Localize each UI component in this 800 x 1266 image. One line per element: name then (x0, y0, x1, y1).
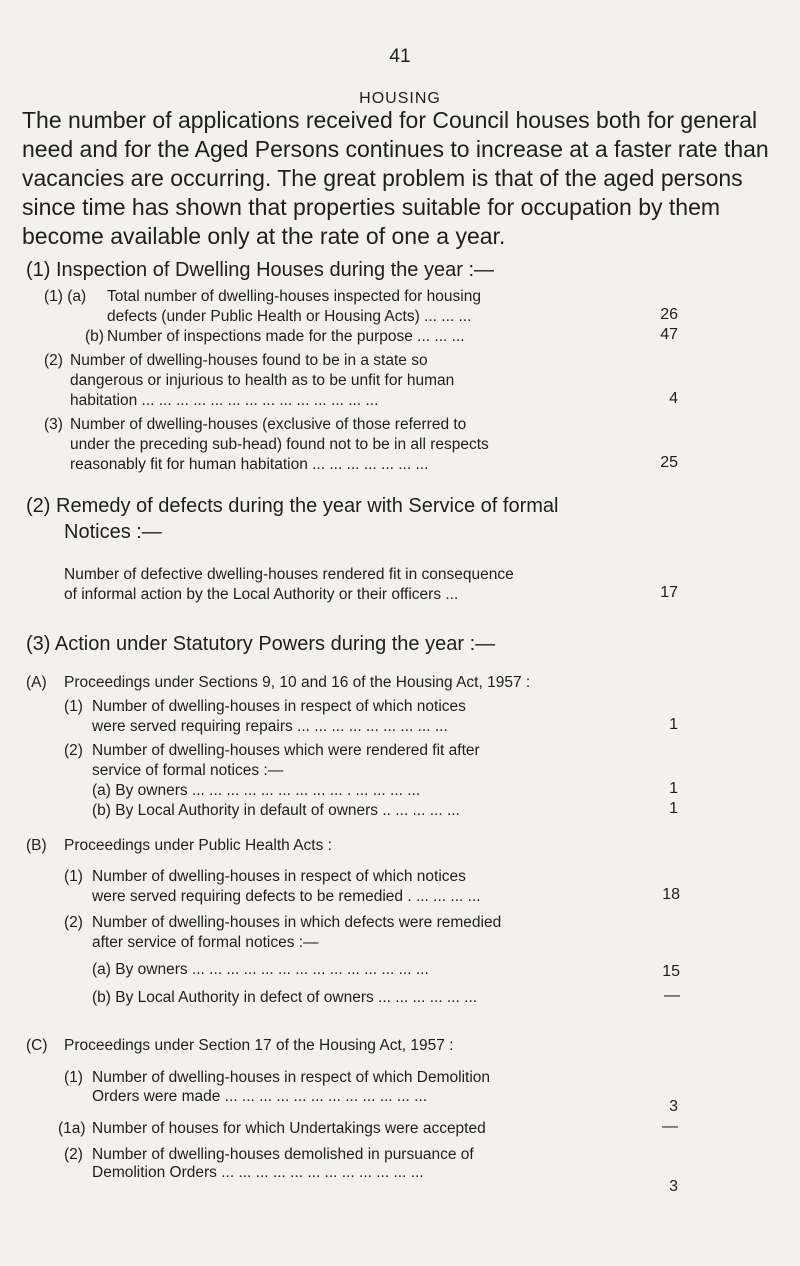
intro-paragraph: The number of applications received for Council houses both for general need and for the Aged Persons continues to increase at a faster rate than vacancies are occurring. The great problem is that of the aged persons since time has shown that properties suitable for occupation by them become available only at the rate of one a year. (22, 107, 769, 249)
s3-A2-label: (2) (64, 742, 83, 759)
section-2-heading-line2: Notices :— (64, 521, 162, 543)
s3-B1-value: 18 (662, 886, 680, 903)
s1-item-1b-line1: Number of inspections made for the purpose ... ... ... (107, 328, 465, 345)
s1-item-2-line2: dangerous or injurious to health as to be unfit for human (70, 372, 455, 389)
s1-item-1b-value: 47 (660, 326, 678, 343)
s2-line1: Number of defective dwelling-houses rendered fit in consequence (64, 566, 514, 583)
s3-C1-line2: Orders were made ... ... ... ... ... ... ... ... ... ... ... ... (92, 1088, 428, 1105)
s3-A1-line2: were served requiring repairs ... ... ... ... ... ... ... ... ... (92, 718, 448, 735)
page-title: HOUSING (359, 90, 441, 107)
section-2-heading-line1: (2) Remedy of defects during the year with Service of formal (26, 495, 559, 517)
s3-A2a: (a) By owners ... ... ... ... ... ... ... ... ... . ... ... ... ... (92, 782, 421, 799)
s3-C2-line2: Demolition Orders ... ... ... ... ... ... ... ... ... ... ... ... (92, 1164, 424, 1181)
s3-B2b: (b) By Local Authority in defect of owners ... ... ... ... ... ... (92, 989, 478, 1006)
s3-C-label: (C) (26, 1037, 48, 1054)
s1-item-1a-line1: Total number of dwelling-houses inspected for housing (107, 288, 481, 305)
s3-B2a-value: 15 (662, 963, 680, 980)
s1-item-1b-label: (b) (85, 328, 104, 345)
s3-C1-line1: Number of dwelling-houses in respect of which Demolition (92, 1069, 491, 1086)
s1-item-1a-value: 26 (660, 306, 678, 323)
section-1-heading: (1) Inspection of Dwelling Houses during the year :— (26, 259, 495, 281)
s3-C-text: Proceedings under Section 17 of the Housing Act, 1957 : (64, 1037, 454, 1054)
s2-value: 17 (660, 584, 678, 601)
s3-A-text: Proceedings under Sections 9, 10 and 16 of the Housing Act, 1957 : (64, 674, 531, 691)
s1-item-1a-line2: defects (under Public Health or Housing Acts) ... ... ... (107, 308, 472, 325)
s1-item-3-line3: reasonably fit for human habitation ... ... ... ... ... ... ... (70, 456, 429, 473)
s1-item-3-value: 25 (660, 454, 678, 471)
s3-B1-line2: were served requiring defects to be remedied . ... ... ... ... (92, 888, 481, 905)
s3-C2-label: (2) (64, 1146, 83, 1163)
s3-B2-line1: Number of dwelling-houses in which defects were remedied (92, 914, 502, 931)
s3-B1-line1: Number of dwelling-houses in respect of which notices (92, 868, 466, 885)
s3-A1-label: (1) (64, 698, 83, 715)
s1-item-2-label: (2) (44, 352, 63, 369)
s1-item-3-label: (3) (44, 416, 63, 433)
s3-C1a-value: — (662, 1118, 678, 1135)
s3-B2-line2: after service of formal notices :— (92, 934, 319, 951)
page-number: 41 (389, 46, 411, 67)
s1-item-2-line1: Number of dwelling-houses found to be in a state so (70, 352, 428, 369)
s3-A2b-value: 1 (669, 800, 678, 817)
s3-B1-label: (1) (64, 868, 83, 885)
s3-A-label: (A) (26, 674, 47, 691)
s3-C1a-label: (1a) (58, 1120, 86, 1137)
s1-item-2-line3: habitation ... ... ... ... ... ... ... ... ... ... ... ... ... ... (70, 392, 379, 409)
s3-B-label: (B) (26, 837, 47, 854)
s3-B2-label: (2) (64, 914, 83, 931)
s1-item-3-line1: Number of dwelling-houses (exclusive of those referred to (70, 416, 467, 433)
s1-item-1a-label: (1) (a) (44, 288, 87, 305)
s3-C2-value: 3 (669, 1178, 678, 1195)
s3-A1-line1: Number of dwelling-houses in respect of which notices (92, 698, 466, 715)
s3-C1-label: (1) (64, 1069, 83, 1086)
s3-A2b: (b) By Local Authority in default of owners .. ... ... ... ... (92, 802, 460, 819)
s3-C2-line1: Number of dwelling-houses demolished in pursuance of (92, 1146, 474, 1163)
s3-B2b-value: — (664, 987, 680, 1004)
s3-A2-line1: Number of dwelling-houses which were rendered fit after (92, 742, 480, 759)
s2-line2: of informal action by the Local Authority or their officers ... (64, 586, 459, 603)
s3-C1a-text: Number of houses for which Undertakings were accepted (92, 1120, 486, 1137)
s1-item-3-line2: under the preceding sub-head) found not to be in all respects (70, 436, 489, 453)
s3-C1-value: 3 (669, 1098, 678, 1115)
s3-A2a-value: 1 (669, 780, 678, 797)
s3-A2-line2: service of formal notices :— (92, 762, 284, 779)
s1-item-2-value: 4 (669, 390, 678, 407)
s3-B-text: Proceedings under Public Health Acts : (64, 837, 332, 854)
section-3-heading: (3) Action under Statutory Powers during the year :— (26, 633, 496, 655)
s3-B2a: (a) By owners ... ... ... ... ... ... ... ... ... ... ... ... ... ... (92, 961, 429, 978)
s3-A1-value: 1 (669, 716, 678, 733)
